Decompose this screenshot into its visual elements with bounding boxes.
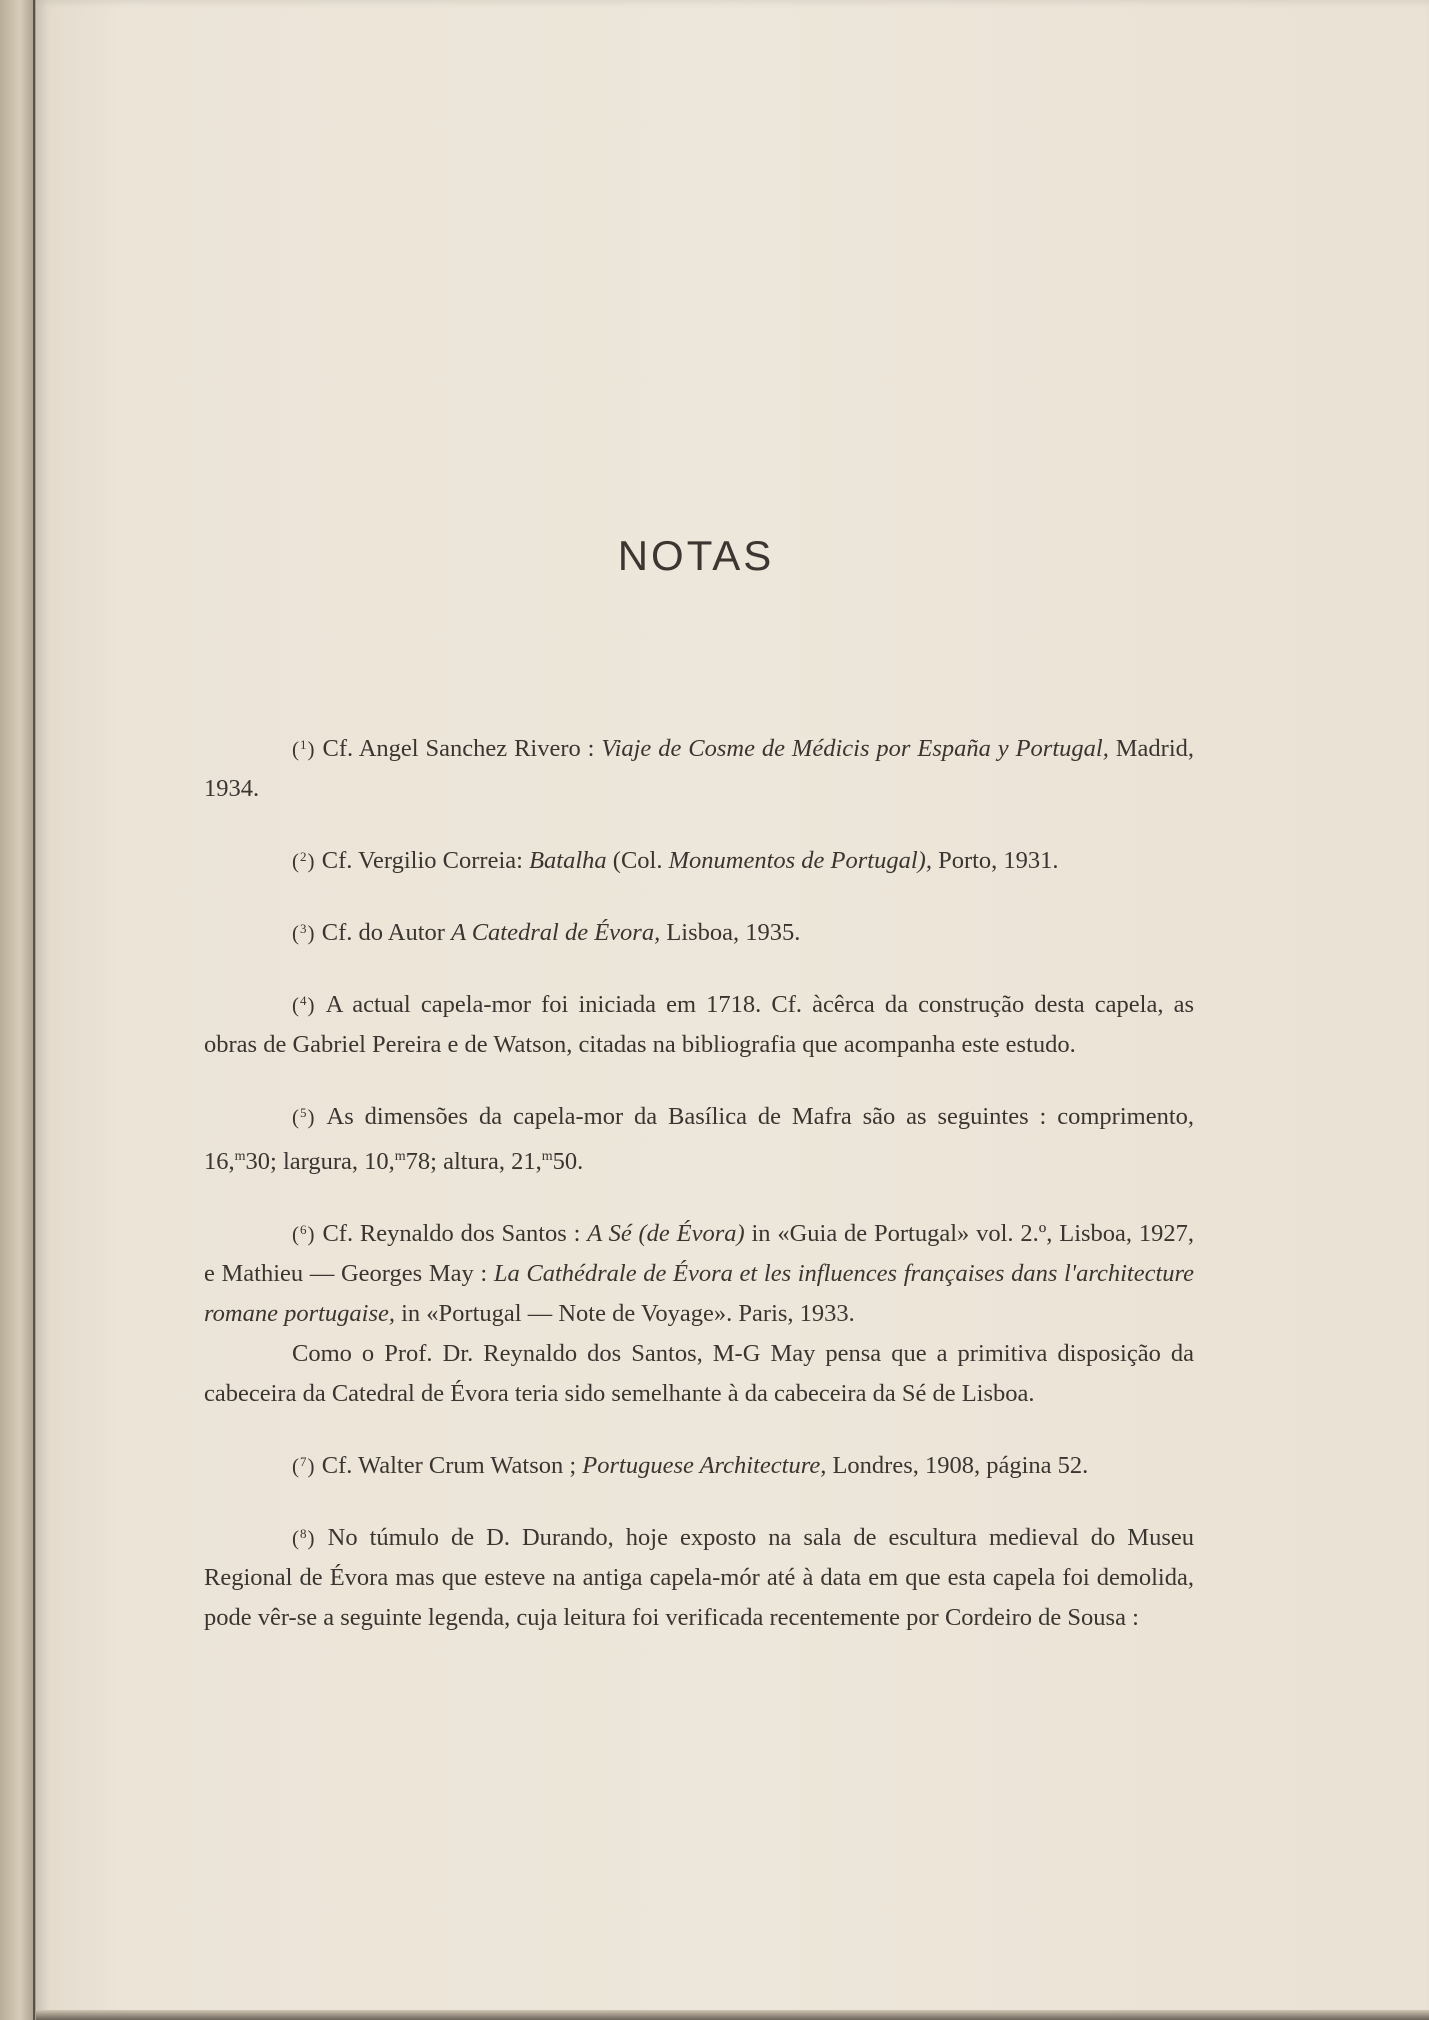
footnote-text: As dimensões da capela-mor da Basílica de Mafra são as seguintes : comprimento, 16, bbox=[204, 1103, 1194, 1176]
footnote-number: ($^8$) bbox=[292, 1526, 328, 1551]
footnote-number-value: 5 bbox=[300, 1105, 308, 1120]
footnote-6-continuation: Como o Prof. Dr. Reynaldo dos Santos, M-G May pensa que a primitiva disposição da cabeceira da Catedral de Évora teria sido semelhante à da cabeceira da Sé de Lisboa. bbox=[204, 1340, 1194, 1408]
footnote-number-value: 7 bbox=[300, 1454, 308, 1470]
footnote-number-value: 6 bbox=[300, 1222, 308, 1238]
footnote-number: ($^2$) bbox=[292, 849, 322, 873]
footnote-text: Cf. do Autor bbox=[321, 919, 452, 946]
footnote-italic-title: Viaje de Cosme de Médicis por España y Portugal, bbox=[601, 735, 1109, 762]
footnote-1 bbox=[204, 725, 1194, 809]
footnote-number: ($^5$) bbox=[292, 1105, 327, 1129]
footnote-italic-title: Batalha bbox=[529, 847, 607, 874]
footnote-text: (Col. bbox=[606, 847, 669, 874]
footnote-text: 78; altura, 21, bbox=[405, 1148, 542, 1176]
footnote-text: in «Portugal — Note de Voyage». Paris, 1933. bbox=[395, 1300, 855, 1328]
footnote-7 bbox=[204, 1442, 1194, 1486]
footnote-2 bbox=[204, 837, 1194, 881]
unit-superscript: m bbox=[541, 1149, 553, 1164]
footnote-text: 30; largura, 10, bbox=[245, 1148, 395, 1176]
footnote-italic-title: Portuguese Architecture, bbox=[582, 1452, 827, 1480]
footnote-text: Cf. Vergilio Correia: bbox=[321, 847, 530, 874]
page-title: NOTAS bbox=[617, 532, 775, 579]
footnote-4 bbox=[204, 981, 1194, 1065]
footnote-number-value: 3 bbox=[300, 921, 308, 936]
footnote-text: No túmulo de D. Durando, hoje exposto na sala de escultura medieval do Museu Regional de Évora mas que esteve na antiga capela-mór até à data em que esta capela foi demolida, pode vêr-se a seguinte legenda, cuja leitura foi verificada recentemente por Cordeiro de Sousa : bbox=[204, 1524, 1194, 1632]
footnote-italic-title: Monumentos de Portugal), bbox=[668, 847, 932, 874]
footnote-5 bbox=[204, 1093, 1194, 1182]
footnote-text: Cf. Angel Sanchez Rivero : bbox=[322, 735, 602, 762]
book-spine bbox=[0, 0, 36, 2020]
footnote-text: Madrid, 1934. bbox=[204, 735, 1194, 802]
footnote-text: 50. bbox=[552, 1148, 584, 1176]
footnote-number: ($^7$) bbox=[292, 1454, 322, 1479]
footnote-number: ($^3$) bbox=[292, 921, 322, 945]
unit-superscript: m bbox=[234, 1149, 246, 1164]
binding-edge bbox=[33, 0, 35, 2020]
footnote-number: ($^6$) bbox=[292, 1222, 323, 1247]
footnote-text: Cf. Walter Crum Watson ; bbox=[321, 1452, 583, 1480]
footnote-6 bbox=[204, 1210, 1194, 1334]
notes-list bbox=[204, 725, 1194, 1666]
unit-superscript: m bbox=[394, 1149, 406, 1164]
footnote-text: A actual capela-mor foi iniciada em 1718. Cf. àcêrca da construção desta capela, as obras de Gabriel Pereira e de Watson, citadas na bibliografia que acompanha este estudo. bbox=[204, 991, 1194, 1058]
footnote-text: Lisboa, 1935. bbox=[660, 919, 801, 946]
footnote-8 bbox=[204, 1514, 1194, 1638]
footnote-text: Porto, 1931. bbox=[931, 847, 1059, 874]
footnote-text: in «Guia de Portugal» vol. 2.º, Lisboa, 1927, e Mathieu — Georges May : bbox=[204, 1220, 1194, 1288]
footnote-text: Cf. Reynaldo dos Santos : bbox=[322, 1220, 588, 1248]
footnote-number-value: 4 bbox=[300, 993, 308, 1008]
footnote-3 bbox=[204, 909, 1194, 953]
footnote-italic-title: A Catedral de Évora, bbox=[451, 919, 661, 946]
footnote-number: ($^1$) bbox=[292, 737, 323, 761]
page-bottom-edge bbox=[36, 2010, 1429, 2020]
footnote-text: Londres, 1908, página 52. bbox=[826, 1452, 1089, 1480]
footnote-number-value: 2 bbox=[300, 849, 308, 864]
footnote-number-value: 1 bbox=[300, 737, 308, 752]
footnote-italic-title: La Cathédrale de Évora et les influences françaises dans l'architecture romane portugaise, bbox=[204, 1260, 1194, 1328]
footnote-italic-title: A Sé (de Évora) bbox=[587, 1220, 745, 1248]
footnote-number-value: 8 bbox=[300, 1526, 308, 1542]
footnote-number: ($^4$) bbox=[292, 993, 326, 1017]
